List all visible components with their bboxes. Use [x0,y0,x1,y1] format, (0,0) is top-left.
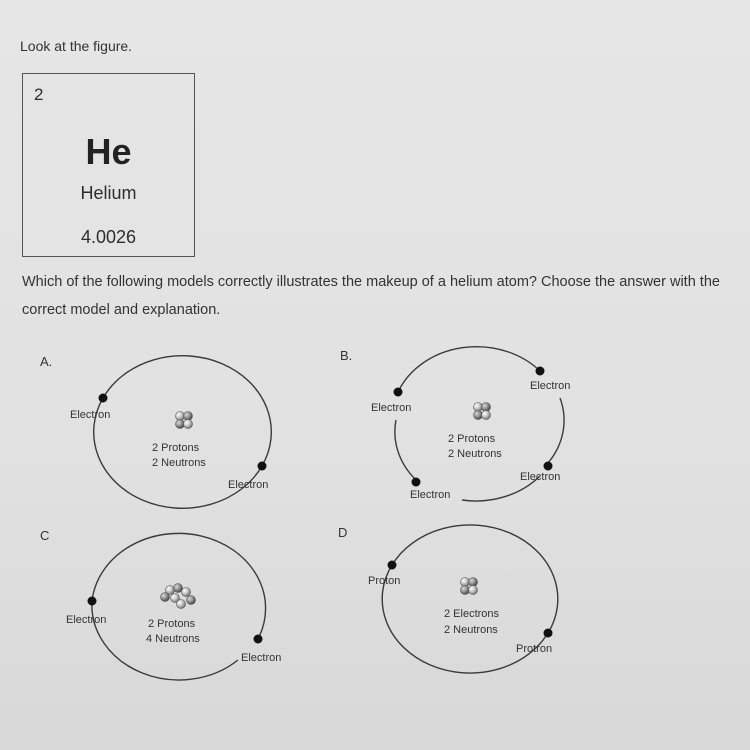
element-symbol: He [85,131,132,172]
nucleus [176,412,193,429]
orbit-path [398,347,540,392]
orbit-path [548,398,564,463]
instruction-text: Look at the figure. [20,38,133,54]
option-c-letter: C [40,528,50,543]
atomic-number: 2 [34,85,44,104]
proton-dot [544,629,553,638]
nucleus-label-line1: 2 Electrons [444,608,500,620]
particle-label: Electron [371,402,412,414]
nucleus-label-line1: 2 Protons [448,433,496,445]
model-c[interactable] [40,528,281,680]
nucleus-label-line1: 2 Protons [152,442,200,454]
particle-label: Proton [368,575,401,587]
nucleus-label-line2: 2 Neutrons [444,624,498,636]
particle-label: Electron [520,471,561,483]
electron-dot [99,394,108,403]
option-d-letter: D [338,525,348,540]
electron-dot [254,635,263,644]
nucleus-label-line1: 2 Protons [148,618,196,630]
question-text: Which of the following models correctly illustrates the makeup of a helium atom? Choose the answer with the correct model and explanation. [22,274,720,318]
particle-label: Protron [516,643,553,655]
option-a-letter: A. [40,354,53,369]
nucleus [474,403,491,420]
particle-label: Electron [66,614,107,626]
element-name: Helium [80,183,137,203]
nucleus [461,578,478,595]
electron-dot [258,462,267,471]
particle-label: Electron [530,380,571,392]
atomic-mass: 4.0026 [80,227,137,247]
option-b-letter: B. [340,348,353,363]
particle-label: Electron [70,409,111,421]
proton-dot [388,561,397,570]
particle-label: Electron [228,479,269,491]
electron-dot [544,462,553,471]
particle-label: Electron [241,652,282,664]
model-b[interactable] [340,347,570,501]
particle-label: Electron [410,489,451,501]
electron-dot [412,478,421,487]
electron-dot [88,597,97,606]
nucleus-label-line2: 2 Neutrons [448,448,502,460]
model-a[interactable] [40,354,271,508]
model-d[interactable] [338,525,558,673]
nucleus-label-line2: 4 Neutrons [146,633,200,645]
orbit-path [395,420,416,480]
nucleus [161,584,196,609]
electron-dot [536,367,545,376]
nucleus-label-line2: 2 Neutrons [152,457,206,469]
electron-dot [394,388,403,397]
